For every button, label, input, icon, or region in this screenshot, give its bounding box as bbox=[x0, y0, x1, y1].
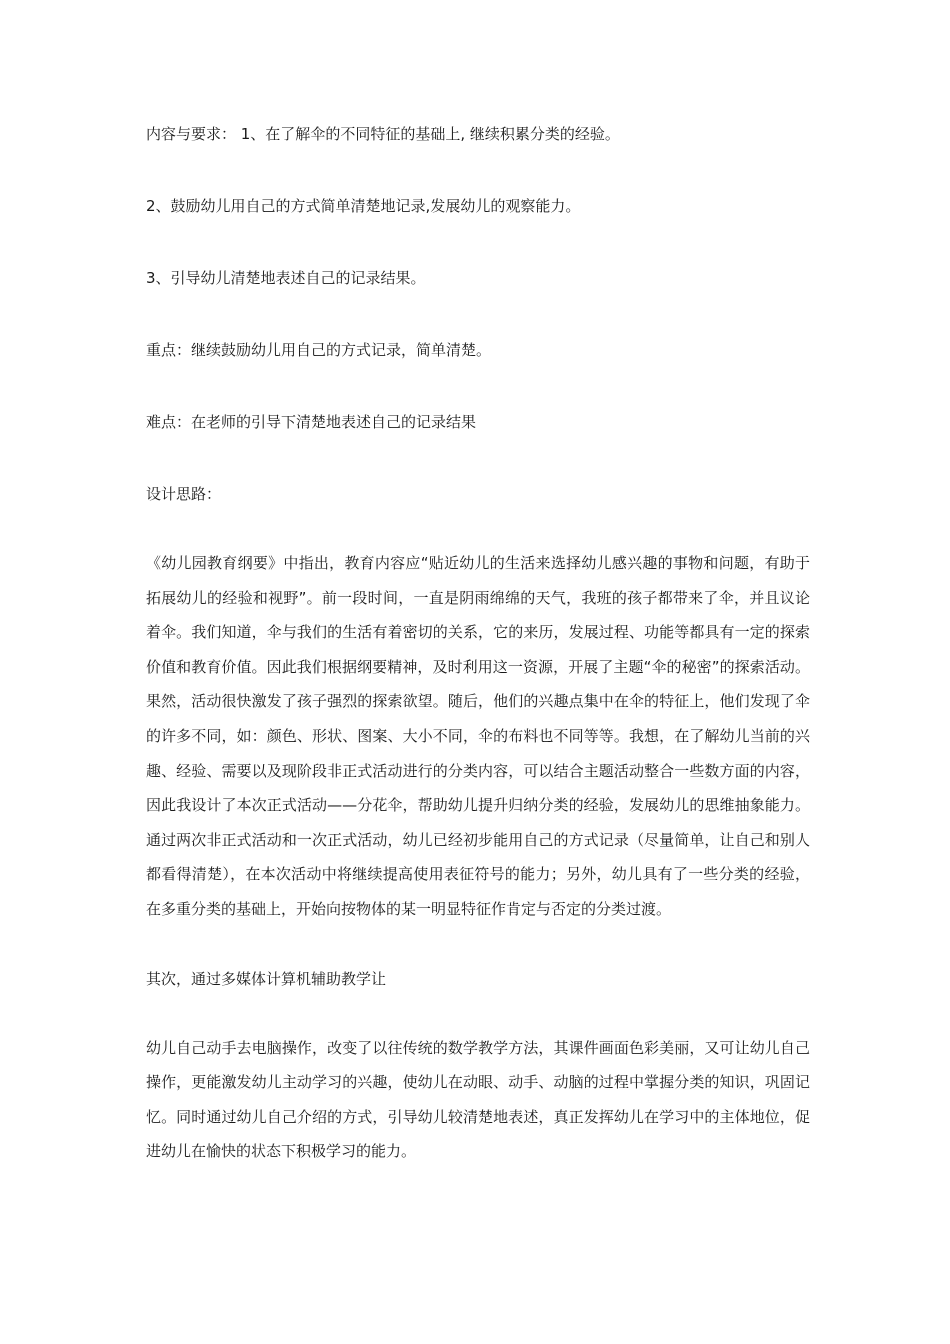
design-paragraph: 《幼儿园教育纲要》中指出，教育内容应“贴近幼儿的生活来选择幼儿感兴趣的事物和问题，有助于拓展幼儿的经验和视野”。前一段时间，一直是阴雨绵绵的天气，我班的孩子都带来了伞，并且议论着伞。我们知道，伞与我们的生活有着密切的关系，它的来历，发展过程、功能等都具有一定的探索价值和教育价值。因此我们根据纲要精神，及时利用这一资源，开展了主题“伞的秘密”的探索活动。果然，活动很快激发了孩子强烈的探索欲望。随后，他们的兴趣点集中在伞的特征上，他们发现了伞的许多不同，如：颜色、形状、图案、大小不同，伞的布料也不同等等。我想，在了解幼儿当前的兴趣、经验、需要以及现阶段非正式活动进行的分类内容，可以结合主题活动整合一些数方面的内容，因此我设计了本次正式活动——分花伞，帮助幼儿提升归纳分类的经验，发展幼儿的思维抽象能力。通过两次非正式活动和一次正式活动，幼儿已经初步能用自己的方式记录（尽量简单，让自己和别人都看得清楚），在本次活动中将继续提高使用表征符号的能力；另外，幼儿具有了一些分类的经验，在多重分类的基础上，开始向按物体的某一明显特征作肯定与否定的分类过渡。 bbox=[146, 554, 810, 918]
secondly-line: 其次，通过多媒体计算机辅助教学让 bbox=[146, 969, 387, 988]
requirements-line-1: 内容与要求： 1、在了解伞的不同特征的基础上, 继续积累分类的经验。 bbox=[146, 125, 620, 143]
design-heading: 设计思路： bbox=[146, 485, 222, 503]
multimedia-paragraph: 幼儿自己动手去电脑操作，改变了以往传统的数学教学方法，其课件画面色彩美丽，又可让幼儿自己操作，更能激发幼儿主动学习的兴趣，使幼儿在动眼、动手、动脑的过程中掌握分类的知识，巩固记忆。同时通过幼儿自己介绍的方式，引导幼儿较清楚地表述，真正发挥幼儿在学习中的主体地位，促进幼儿在愉快的状态下积极学习的能力。 bbox=[146, 1038, 810, 1161]
requirements-line-3: 3、引导幼儿清楚地表述自己的记录结果。 bbox=[146, 269, 426, 287]
document-page bbox=[146, 122, 810, 1169]
key-point-line: 重点：继续鼓励幼儿用自己的方式记录，简单清楚。 bbox=[146, 341, 492, 359]
difficulty-line: 难点：在老师的引导下清楚地表述自己的记录结果 bbox=[146, 413, 477, 431]
requirements-line-2: 2、鼓励幼儿用自己的方式简单清楚地记录,发展幼儿的观察能力。 bbox=[146, 197, 581, 215]
